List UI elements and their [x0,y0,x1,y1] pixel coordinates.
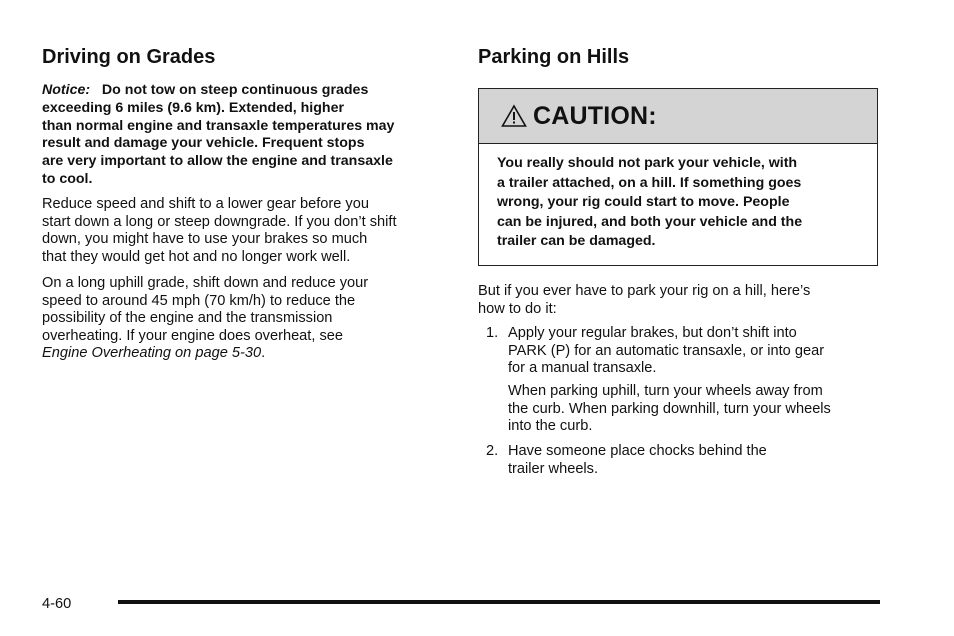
caution-body [479,144,877,252]
step-line: Apply your regular brakes, but don’t shift into [508,325,797,341]
section-heading-driving-on-grades: Driving on Grades [42,46,216,68]
page-number: 4-60 [42,596,72,612]
notice-line: than normal engine and transaxle temperatures may [42,117,395,134]
paragraph-line: speed to around 45 mph (70 km/h) to reduce the [42,292,356,309]
caution-line: wrong, your rig could start to move. People [497,194,790,211]
step-line: trailer wheels. [508,460,599,477]
paragraph-line: But if you ever have to park your rig on a hill, here’s [478,283,811,299]
step-line: for a manual transaxle. [508,360,657,377]
warning-triangle-icon [501,104,527,128]
step-line: PARK (P) for an automatic transaxle, or into gear [508,342,825,359]
step-line: When parking uphill, turn your wheels away from [508,383,823,399]
paragraph-line: that they would get hot and no longer work well. [42,248,351,265]
caution-line: a trailer attached, on a hill. If something goes [497,174,802,191]
step-line: into the curb. [508,418,593,435]
notice-line: to cool. [42,170,93,187]
caution-line: You really should not park your vehicle, with [497,155,798,171]
step-number: 2. [486,443,499,459]
caution-box [478,88,878,266]
paragraph-downgrade [42,196,397,266]
paragraph-line: how to do it: [478,300,557,317]
step-line: the curb. When parking downhill, turn your wheels [508,400,831,417]
caution-line: can be injured, and both your vehicle and the [497,213,803,230]
paragraph-uphill [42,275,368,363]
caution-line: trailer can be damaged. [497,233,656,250]
notice-label: Notice: [42,82,91,98]
paragraph-line: start down a long or steep downgrade. If you don’t shift [42,213,397,230]
notice-block [42,82,447,189]
notice-line: result and damage your vehicle. Frequent stops [42,135,365,152]
paragraph-intro [478,283,810,318]
notice-line: exceeding 6 miles (9.6 km). Extended, higher [42,99,344,116]
step-number: 1. [486,325,499,341]
paragraph-line: On a long uphill grade, shift down and reduce your [42,275,369,291]
cross-reference-link[interactable]: Engine Overheating on page 5-30 [42,345,262,362]
step-line: Have someone place chocks behind the [508,443,767,459]
paragraph-line: Reduce speed and shift to a lower gear before you [42,196,369,212]
caution-header [479,89,877,144]
paragraph-line: possibility of the engine and the transmission [42,310,333,327]
sentence-end: . [261,345,266,362]
notice-line: are very important to allow the engine and transaxle [42,153,393,170]
caution-title: CAUTION: [533,101,657,130]
paragraph-line: overheating. If your engine does overheat, see [42,327,343,344]
paragraph-line: down, you might have to use your brakes so much [42,231,368,248]
section-heading-parking-on-hills: Parking on Hills [478,46,630,68]
notice-line: Do not tow on steep continuous grades [101,82,369,98]
footer-divider [118,600,880,604]
